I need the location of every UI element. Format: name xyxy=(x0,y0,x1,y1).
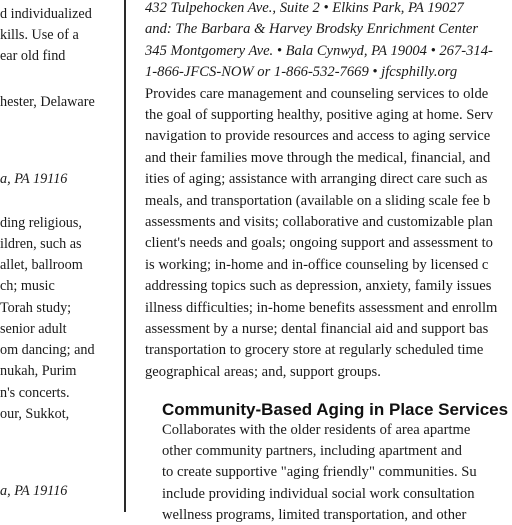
left-text-line: Torah study; xyxy=(0,300,72,316)
section-text-line: to create supportive "aging friendly" communities. Su xyxy=(162,464,477,480)
left-text-line: ch; music xyxy=(0,278,55,294)
left-column xyxy=(0,0,120,512)
address-line: 1-866-JFCS-NOW or 1-866-532-7669 • jfcsphilly.org xyxy=(145,64,458,80)
left-text-line: n's concerts. xyxy=(0,385,70,401)
left-text-line: ildren, such as xyxy=(0,236,82,252)
body-text-line: is working; in-home and in-office counseling by licensed c xyxy=(145,257,489,273)
body-text-line: ities of aging; assistance with arranging direct care such as xyxy=(145,171,488,187)
body-text-line: illness difficulties; in-home benefits assessment and enrollm xyxy=(145,300,498,316)
left-address-line: a, PA 19116 xyxy=(0,171,68,187)
left-text-line: ear old find xyxy=(0,48,66,64)
address-line: 432 Tulpehocken Ave., Suite 2 • Elkins Park, PA 19027 xyxy=(145,0,464,16)
body-text-line: addressing topics such as depression, anxiety, family issues xyxy=(145,278,492,294)
section-text-line: include providing individual social work consultation xyxy=(162,486,475,502)
section-text-line: other community partners, including apartment and xyxy=(162,443,462,459)
body-text-line: transportation to grocery store at regularly scheduled time xyxy=(145,342,484,358)
left-text-line: senior adult xyxy=(0,321,67,337)
left-address-line: a, PA 19116 xyxy=(0,483,68,499)
left-text-line: our, Sukkot, xyxy=(0,406,70,422)
body-text-line: navigation to provide resources and access to aging service xyxy=(145,128,491,144)
body-text-line: assessment by a nurse; dental financial aid and support bas xyxy=(145,321,489,337)
left-text-line: nukah, Purim xyxy=(0,363,77,379)
body-text-line: and their families move through the medical, financial, and xyxy=(145,150,491,166)
left-text-line: hester, Delaware xyxy=(0,94,95,110)
body-text-line: the goal of supporting healthy, positive aging at home. Serv xyxy=(145,107,494,123)
address-line: and: The Barbara & Harvey Brodsky Enrichment Center xyxy=(145,21,479,37)
body-text-line: meals, and transportation (available on a sliding scale fee b xyxy=(145,193,491,209)
left-text-line: ding religious, xyxy=(0,215,82,231)
section-heading: Community-Based Aging in Place Services xyxy=(162,400,509,419)
body-text-line: Provides care management and counseling services to olde xyxy=(145,86,489,102)
body-text-line: client's needs and goals; ongoing support and assessment to xyxy=(145,235,493,251)
left-text-line: d individualized xyxy=(0,6,92,22)
left-text-line: allet, ballroom xyxy=(0,257,83,273)
body-text-line: assessments and visits; collaborative and customizable plan xyxy=(145,214,493,230)
column-divider xyxy=(124,0,126,512)
left-text-line: om dancing; and xyxy=(0,342,95,358)
section-text-line: wellness programs, limited transportation, and other xyxy=(162,507,467,523)
section-text-line: Collaborates with the older residents of area apartme xyxy=(162,422,471,438)
body-text-line: geographical areas; and, support groups. xyxy=(145,364,381,380)
left-text-line: kills. Use of a xyxy=(0,27,79,43)
address-line: 345 Montgomery Ave. • Bala Cynwyd, PA 19004 • 267-314- xyxy=(145,43,493,59)
right-column xyxy=(145,0,512,523)
